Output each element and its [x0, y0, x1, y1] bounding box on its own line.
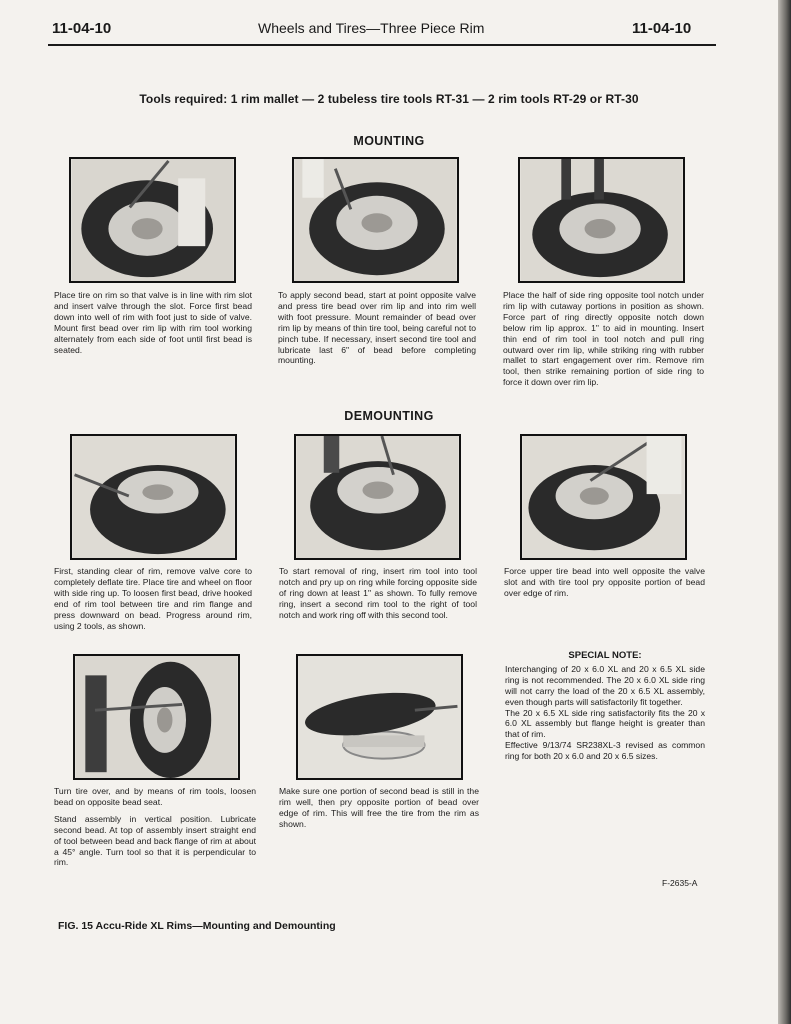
tire-photo-illustration	[522, 436, 685, 558]
tire-photo-illustration	[298, 656, 461, 778]
mounting-photo-1	[69, 157, 236, 283]
demounting-step-5: Make sure one portion of second bead is still in the rim well, then pry opposite portion of bead over edge of rim. This will free the tire from the rim as shown.	[279, 786, 479, 829]
special-note	[505, 651, 705, 762]
page-edge-shadow	[778, 0, 791, 1024]
demounting-photo-1	[70, 434, 237, 560]
demounting-title: DEMOUNTING	[344, 409, 434, 423]
demounting-step-4	[54, 786, 256, 874]
special-note-line-2: The 20 x 6.5 XL side ring satisfactorily fits the 20 x 6.0 XL assembly but flange height is greater than that of rim.	[505, 707, 705, 740]
figure-code: F-2635-A	[662, 878, 698, 888]
tire-photo-illustration	[520, 159, 683, 281]
tire-photo-illustration	[72, 436, 235, 558]
mounting-photo-3	[518, 157, 685, 283]
mounting-step-2: To apply second bead, start at point opposite valve and press tire bead over rim lip and into rim well with foot pressure. Mount remainder of bead over rim lip by means of thin tire tool, being careful not to pinch tube. If necessary, insert second tire tool and lubricate last 6" of bead before completing mounting.	[278, 290, 476, 366]
demounting-step-2: To start removal of ring, insert rim tool into tool notch and pry up on ring while forcing opposite side of ring down at least 1" as shown. To fully remove ring, insert a second rim tool to the right of tool notch and work ring off with this second tool.	[279, 566, 477, 620]
page-header	[0, 20, 778, 42]
mounting-step-1: Place tire on rim so that valve is in line with rim slot and insert valve through the slot. Force first bead down into well of rim with foot just to side of valve. Mount first bead over rim lip with rim tool working alternately from each side of foot until first bead is seated.	[54, 290, 252, 355]
demounting-photo-4	[73, 654, 240, 780]
demounting-photo-3	[520, 434, 687, 560]
page-number-right: 11-04-10	[632, 20, 692, 37]
demounting-step-4a: Turn tire over, and by means of rim tools, loosen bead on opposite bead seat.	[54, 786, 256, 807]
special-note-line-1: Interchanging of 20 x 6.0 XL and 20 x 6.5 XL side ring is not recommended. The 20 x 6.0 XL side ring will not carry the load of the 20 x 6.5 XL assembly, even though parts will satisfactorily fit together.	[505, 663, 705, 707]
special-note-line-3: Effective 9/13/74 SR238XL-3 revised as common ring for both 20 x 6.0 and 20 x 6.5 sizes.	[505, 740, 705, 762]
mounting-title: MOUNTING	[353, 134, 425, 148]
tools-required: Tools required: 1 rim mallet — 2 tubeless tire tools RT-31 — 2 rim tools RT-29 or RT-30	[139, 92, 639, 106]
page-number-left: 11-04-10	[52, 20, 112, 37]
demounting-photo-2	[294, 434, 461, 560]
header-rule	[48, 44, 716, 46]
tire-photo-illustration	[75, 656, 238, 778]
mounting-step-3: Place the half of side ring opposite tool notch under rim lip with cutaway portions in position as shown. Force part of ring directly opposite notch down below rim lip approx. 1" to aid in mounting. Insert thin end of rim tool in tool notch and pull ring outward over rim lip, while striking ring with rubber mallet to start engagement over rim. Remove rim tool, then strike remaining portion of side ring to force it down over rim lip.	[503, 290, 704, 388]
tire-photo-illustration	[71, 159, 234, 281]
mounting-photo-2	[292, 157, 459, 283]
page-title: Wheels and Tires—Three Piece Rim	[258, 20, 485, 36]
demounting-step-1: First, standing clear of rim, remove valve core to completely deflate tire. Place tire and wheel on floor with side ring up. To loosen first bead, drive hooked end of rim tool between tire and rim flange and press downward on bead. Progress around rim, using 2 tools, as shown.	[54, 566, 252, 631]
figure-caption: FIG. 15 Accu-Ride XL Rims—Mounting and Demounting	[58, 920, 336, 932]
tire-photo-illustration	[296, 436, 459, 558]
tire-photo-illustration	[294, 159, 457, 281]
demounting-step-4b: Stand assembly in vertical position. Lubricate second bead. At top of assembly insert straight end of tool between bead and back flange of rim at about a 45° angle. Turn tool so that it is perpendicular to rim.	[54, 813, 256, 868]
special-note-title: SPECIAL NOTE:	[568, 650, 642, 661]
demounting-photo-5	[296, 654, 463, 780]
demounting-step-3: Force upper tire bead into well opposite the valve slot and with tire tool pry opposite portion of bead over edge of rim.	[504, 566, 705, 598]
